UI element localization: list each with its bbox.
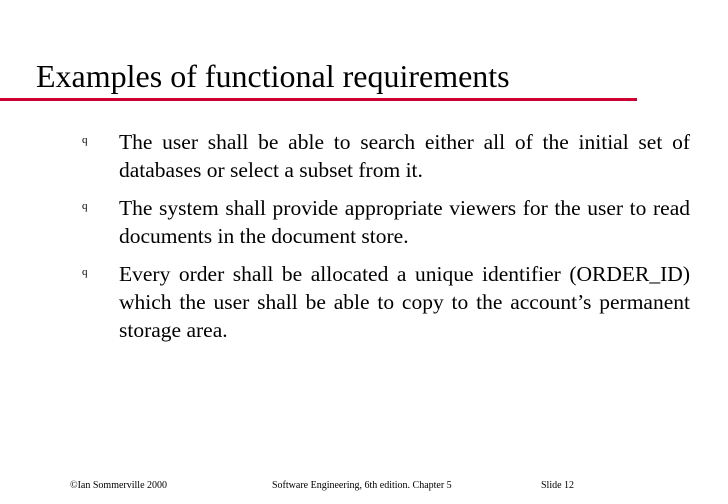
footer-copyright: ©Ian Sommerville 2000 — [70, 480, 168, 491]
title-underline — [0, 98, 637, 101]
bullet-text: The user shall be able to search either all of the initial set of databases or select a subset from it. — [119, 130, 690, 182]
footer-slide-number: Slide 12 — [541, 480, 575, 491]
bullet-marker: q — [82, 200, 88, 212]
bullet-marker: q — [82, 134, 88, 146]
list-item — [82, 128, 690, 184]
requirements-list — [82, 128, 690, 354]
list-item — [82, 260, 690, 344]
footer-book-title: Software Engineering, 6th edition. Chapter 5 — [272, 480, 452, 491]
bullet-marker: q — [82, 266, 88, 278]
bullet-text: Every order shall be allocated a unique identifier (ORDER_ID) which the user shall be able to copy to the account’s permanent storage area. — [119, 262, 690, 342]
list-item — [82, 194, 690, 250]
slide-title: Examples of functional requirements — [36, 58, 510, 94]
bullet-text: The system shall provide appropriate viewers for the user to read documents in the document store. — [119, 196, 690, 248]
